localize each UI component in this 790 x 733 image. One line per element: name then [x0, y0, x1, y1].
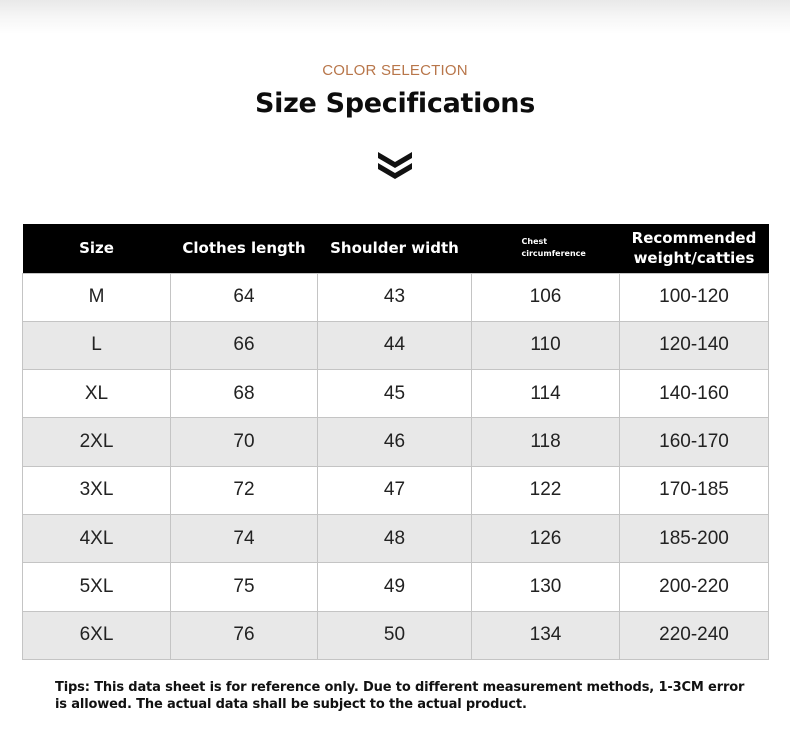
header-weight-line2: weight/catties	[633, 249, 755, 268]
table-row	[23, 418, 769, 466]
size-table	[22, 224, 769, 660]
table-row	[23, 273, 769, 321]
header-size: Size	[79, 239, 114, 258]
table-row	[23, 514, 769, 562]
header-shoulder-width: Shoulder width	[330, 239, 459, 258]
cell-weight: 185-200	[620, 514, 769, 562]
cell-shoulder-width: 49	[318, 563, 472, 611]
header-chest-circumference	[472, 224, 620, 273]
cell-weight: 140-160	[620, 370, 769, 418]
cell-shoulder-width: 44	[318, 321, 472, 369]
table-row	[23, 370, 769, 418]
cell-clothes-length: 68	[171, 370, 318, 418]
cell-size: L	[23, 321, 171, 369]
table-row	[23, 611, 769, 659]
cell-chest: 130	[472, 563, 620, 611]
header-weight-line1: Recommended	[631, 229, 757, 248]
top-shade	[0, 0, 790, 34]
cell-weight: 170-185	[620, 466, 769, 514]
cell-clothes-length: 66	[171, 321, 318, 369]
cell-weight: 220-240	[620, 611, 769, 659]
cell-weight: 120-140	[620, 321, 769, 369]
cell-shoulder-width: 48	[318, 514, 472, 562]
cell-clothes-length: 76	[171, 611, 318, 659]
cell-clothes-length: 74	[171, 514, 318, 562]
cell-clothes-length: 75	[171, 563, 318, 611]
table-header-row	[23, 224, 769, 273]
cell-chest: 106	[472, 273, 620, 321]
section-subtitle: COLOR SELECTION	[322, 62, 468, 79]
cell-size: XL	[23, 370, 171, 418]
cell-shoulder-width: 43	[318, 273, 472, 321]
cell-chest: 110	[472, 321, 620, 369]
cell-shoulder-width: 46	[318, 418, 472, 466]
cell-chest: 126	[472, 514, 620, 562]
cell-clothes-length: 70	[171, 418, 318, 466]
cell-shoulder-width: 45	[318, 370, 472, 418]
table-row	[23, 466, 769, 514]
cell-clothes-length: 72	[171, 466, 318, 514]
cell-weight: 160-170	[620, 418, 769, 466]
double-chevron-down-icon	[375, 148, 415, 180]
cell-size: 2XL	[23, 418, 171, 466]
header-recommended-weight	[620, 224, 769, 273]
page-title: Size Specifications	[254, 88, 535, 119]
cell-chest: 118	[472, 418, 620, 466]
cell-weight: 100-120	[620, 273, 769, 321]
header-clothes-length: Clothes length	[182, 239, 306, 258]
cell-weight: 200-220	[620, 563, 769, 611]
cell-clothes-length: 64	[171, 273, 318, 321]
cell-chest: 134	[472, 611, 620, 659]
cell-shoulder-width: 50	[318, 611, 472, 659]
cell-shoulder-width: 47	[318, 466, 472, 514]
table-row	[23, 563, 769, 611]
cell-chest: 122	[472, 466, 620, 514]
header-chest-line2: circumference	[521, 249, 586, 259]
cell-chest: 114	[472, 370, 620, 418]
cell-size: 6XL	[23, 611, 171, 659]
table-row	[23, 321, 769, 369]
cell-size: 4XL	[23, 514, 171, 562]
cell-size: 5XL	[23, 563, 171, 611]
header-chest-line1: Chest	[521, 237, 548, 247]
cell-size: M	[23, 273, 171, 321]
tips-note: Tips: This data sheet is for reference only. Due to different measurement methods, 1-3CM error is allowed. The actual data shall be subject to the actual product.	[55, 680, 745, 712]
cell-size: 3XL	[23, 466, 171, 514]
